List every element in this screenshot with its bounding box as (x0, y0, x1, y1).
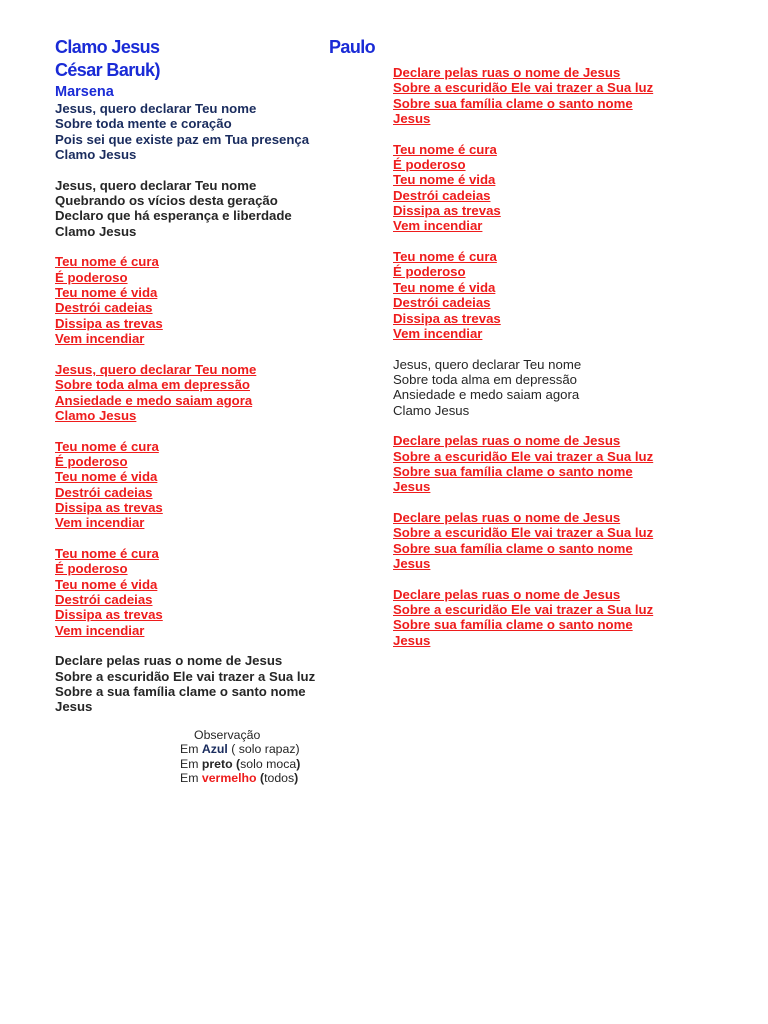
legend-blue-word: Azul (201, 742, 228, 757)
lyric-line: Ansiedade e medo saiam agora (55, 392, 253, 408)
lyric-line: Clamo Jesus (55, 223, 137, 239)
lyric-line: Sobre sua família clame o santo nome (393, 463, 633, 479)
lyric-line: Dissipa as trevas (55, 315, 163, 331)
stanza-gap (55, 162, 375, 177)
lyric-line: Destrói cadeias (55, 592, 153, 607)
lyric-line: Jesus (55, 699, 93, 715)
lyric-line: Jesus (393, 111, 431, 127)
lyric-line: É poderoso (393, 157, 466, 173)
lyric-line: Declare pelas ruas o nome de Jesus (393, 509, 621, 525)
legend-blue-note: ( solo rapaz) (227, 742, 300, 757)
legend-red-close: ) (294, 770, 299, 785)
lyric-line: Jesus, quero declarar Teu nome (55, 361, 257, 377)
lyric-line: Jesus (393, 479, 431, 495)
stanza-gap (55, 347, 375, 362)
legend-black-open: ( (232, 756, 241, 771)
lyric-line: Declare pelas ruas o nome de Jesus (393, 433, 621, 449)
stanza-gap (55, 239, 375, 254)
legend-black-close: ) (296, 756, 301, 771)
lyric-line: Sobre a escuridão Ele vai trazer a Sua luz (55, 668, 316, 684)
lyric-line: Declaro que há esperança e liberdade (55, 208, 292, 224)
lyric-line: Sobre sua família clame o santo nome (393, 540, 633, 556)
lyric-line: Sobre a escuridão Ele vai trazer a Sua luz (393, 602, 654, 618)
lyric-line: Dissipa as trevas (55, 607, 163, 623)
legend-row-red (180, 771, 300, 785)
lyric-line: Sobre toda alma em depressão (55, 377, 250, 393)
legend-em: Em (180, 756, 199, 771)
stanza-gap (393, 418, 753, 433)
stanza-gap (55, 423, 375, 438)
lyric-line: Dissipa as trevas (55, 499, 163, 515)
lyric-line: Sobre sua família clame o santo nome (393, 617, 633, 633)
lyric-line: Vem incendiar (55, 331, 145, 347)
stanza-gap (55, 531, 375, 546)
lyric-line: Ansiedade e medo saiam agora (393, 387, 580, 403)
lyric-line: Sobre toda mente e coração (55, 116, 232, 132)
lyric-line: Sobre sua família clame o santo nome (393, 95, 633, 111)
lyric-line: Teu nome é cura (55, 545, 159, 561)
lyric-line: Jesus (393, 556, 431, 571)
legend-row-blue (180, 742, 300, 756)
lyric-line: Teu nome é vida (393, 172, 496, 188)
legend-red-word: vermelho (201, 770, 257, 785)
stanza-gap (393, 126, 753, 141)
stanza-gap (55, 638, 375, 653)
lyric-line: Teu nome é cura (55, 438, 159, 454)
lyric-line: É poderoso (55, 269, 128, 285)
legend-red-open: ( (256, 770, 265, 785)
lyric-line: Vem incendiar (393, 325, 483, 341)
lyric-line: Vem incendiar (55, 515, 145, 531)
lyric-line: Declare pelas ruas o nome de Jesus (55, 653, 283, 669)
lyric-line: Dissipa as trevas (393, 203, 501, 219)
lyric-line: Teu nome é vida (55, 469, 158, 485)
lyrics-left-column (55, 83, 375, 715)
legend-heading: Observação (194, 728, 261, 742)
lyric-line: Destrói cadeias (55, 300, 153, 316)
lyric-line: Teu nome é cura (393, 141, 497, 157)
author-last-name: César Baruk) (55, 60, 160, 80)
lyric-line: Vem incendiar (393, 218, 483, 234)
stanza-gap (393, 571, 753, 586)
lyric-line: É poderoso (55, 453, 128, 469)
lyric-line: Teu nome é vida (55, 285, 158, 301)
left-lyrics-list (55, 101, 375, 715)
lyric-line: Clamo Jesus (55, 147, 137, 163)
lyric-line: Declare pelas ruas o nome de Jesus (393, 65, 621, 80)
right-lyrics-list (393, 65, 753, 648)
stanza-gap (393, 234, 753, 249)
legend-red-note: todos (264, 770, 295, 785)
lyric-line: Clamo Jesus (393, 402, 470, 418)
stanza-gap (393, 495, 753, 510)
lyric-line: Sobre a escuridão Ele vai trazer a Sua luz (393, 525, 654, 541)
lyric-line: Destrói cadeias (55, 484, 153, 500)
lyric-line: É poderoso (55, 561, 128, 577)
lyric-line: Declare pelas ruas o nome de Jesus (393, 586, 621, 602)
lyric-line: Pois sei que existe paz em Tua presença (55, 131, 310, 147)
lyric-line: Teu nome é vida (55, 576, 158, 592)
lyric-line: Jesus, quero declarar Teu nome (55, 101, 257, 116)
lyric-line: Teu nome é cura (55, 254, 159, 270)
color-legend (180, 728, 300, 785)
lyric-line: Quebrando os vícios desta geração (55, 193, 278, 209)
legend-black-word: preto (201, 756, 233, 771)
artist-name: Marsena (55, 84, 114, 100)
legend-row-black (180, 757, 300, 771)
stanza-gap (393, 341, 753, 356)
lyric-line: Sobre a escuridão Ele vai trazer a Sua luz (393, 80, 654, 96)
lyric-line: Sobre a escuridão Ele vai trazer a Sua luz (393, 448, 654, 464)
author-first-name: Paulo (329, 37, 376, 57)
legend-black-note: solo moca (240, 756, 297, 771)
lyric-line: Vem incendiar (55, 622, 145, 638)
lyric-line: Sobre a sua família clame o santo nome (55, 684, 306, 700)
lyric-line: Jesus, quero declarar Teu nome (55, 177, 257, 193)
song-title: Clamo Jesus (55, 37, 160, 57)
legend-em: Em (180, 770, 199, 785)
lyric-line: Clamo Jesus (55, 407, 137, 423)
lyric-line: Destrói cadeias (393, 295, 491, 311)
lyric-line: Teu nome é vida (393, 279, 496, 295)
legend-em: Em (180, 742, 199, 757)
lyric-line: Sobre toda alma em depressão (393, 371, 578, 387)
lyric-line: Jesus (393, 632, 431, 648)
lyric-line: Teu nome é cura (393, 249, 497, 265)
lyric-line: Dissipa as trevas (393, 310, 501, 326)
lyrics-right-column (393, 65, 753, 648)
lyric-line: Destrói cadeias (393, 187, 491, 203)
lyric-line: É poderoso (393, 264, 466, 280)
lyric-line: Jesus, quero declarar Teu nome (393, 356, 582, 372)
